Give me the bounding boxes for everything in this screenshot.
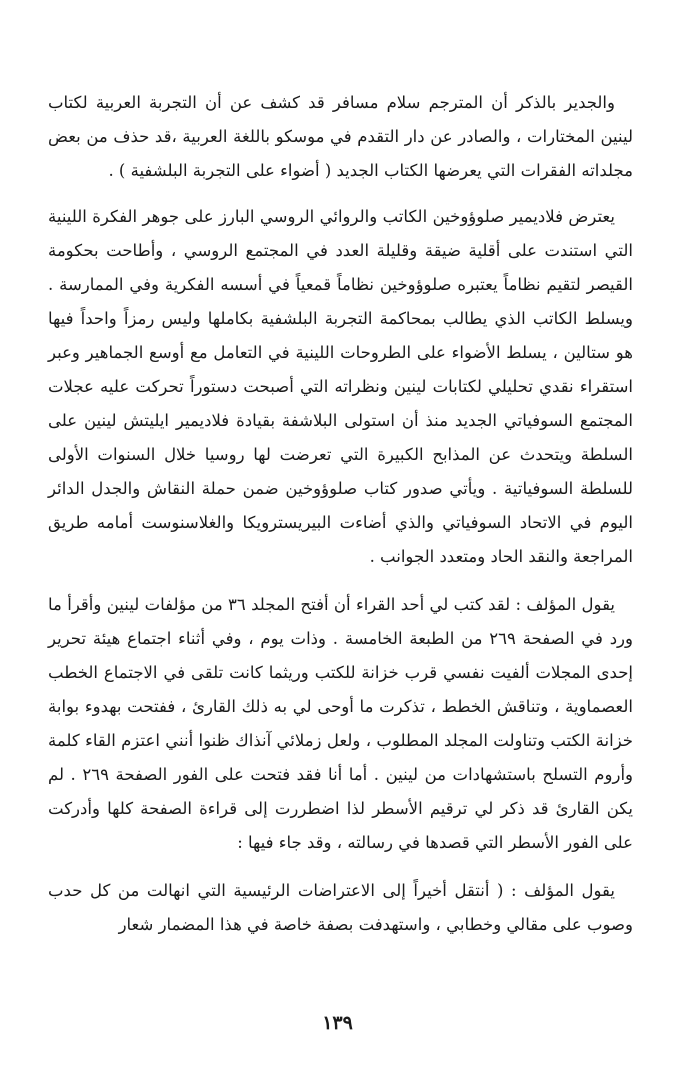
paragraph-author-anecdote: يقول المؤلف : لقد كتب لي أحد القراء أن أفتح المجلد ٣٦ من مؤلفات لينين وأقرأ ما ورد في الصفحة ٢٦٩ من الطبعة الخامسة . وذات يوم ، وفي أثناء اجتماع هيئة تحرير إحدى المجلات ألفيت نفسي قرب خزانة للكتب وريثما كانت تلقى في الاجتماع الخطب العصماوية ، وتناقش الخطط ، تذكرت ما أوحى لي به ذلك القارئ ، ففتحت بهدوء بوابة خزانة الكتب وتناولت المجلد المطلوب ، ولعل زملائي آنذاك ظنوا أنني اعتزم القاء كلمة وأروم التسلح باستشهادات من لينين . أما أنا فقد فتحت على الفور الصفحة ٢٦٩ . لم يكن القارئ قد ذكر لي ترقيم الأسطر لذا اضطررت إلى قراءة الصفحة كلها وأدركت على الفور الأسطر التي قصدها في رسالته ، وقد جاء فيها : — [48, 595, 634, 852]
page-number: ١٣٩ — [322, 1012, 353, 1034]
paragraph-soloukhin-critique: يعترض فلاديمير صلوؤوخين الكاتب والروائي الروسي البارز على جوهر الفكرة اللينية التي استندت على أقلية ضيقة وقليلة العدد في المجتمع الروسي ، وأطاحت بحكومة القيصر لتقيم نظاماً يعتبره صلوؤوخين نظاماً قمعياً في أسسه الفكرية وفي الممارسة . ويسلط الكاتب الذي يطالب بمحاكمة التجربة البلشفية بكاملها وليس رمزاً واحداً فيها هو ستالين ، يسلط الأضواء على الطروحات اللينية في التعامل مع أوسع الجماهير وعبر استقراء نقدي تحليلي لكتابات لينين ونظراته التي أصبحت دستوراً تحركت عليه عجلات المجتمع السوفياتي الجديد منذ أن استولى البلاشفة بقيادة فلاديمير ايليتش لينين على السلطة ويتحدث عن المذابح الكبيرة التي تعرضت لها روسيا خلال السنوات الأولى للسلطة السوفياتية . ويأتي صدور كتاب صلوؤوخين ضمن حملة النقاش والجدل الدائر اليوم في الاتحاد السوفياتي والذي أضاءت البيريسترويكا والغلاسنوست أمامه طريق المراجعة والنقد الحاد ومتعدد الجوانب . — [48, 207, 633, 566]
paragraph-author-quote: يقول المؤلف : ( أنتقل أخيراً إلى الاعتراضات الرئيسية التي انهالت من كل حدب وصوب على مقالي وخطابي ، واستهدفت بصفة خاصة في هذا المضمار شعار — [48, 881, 633, 934]
paragraph-translation-note: والجدير بالذكر أن المترجم سلام مسافر قد كشف عن أن التجربة العربية لكتاب لينين المختارات ، والصادر عن دار التقدم في موسكو باللغة العربية ،قد حذف من بعض مجلداته الفقرات التي يعرضها الكتاب الجديد ( أضواء على التجربة البلشفية ) . — [48, 93, 633, 180]
body-text — [48, 86, 633, 942]
